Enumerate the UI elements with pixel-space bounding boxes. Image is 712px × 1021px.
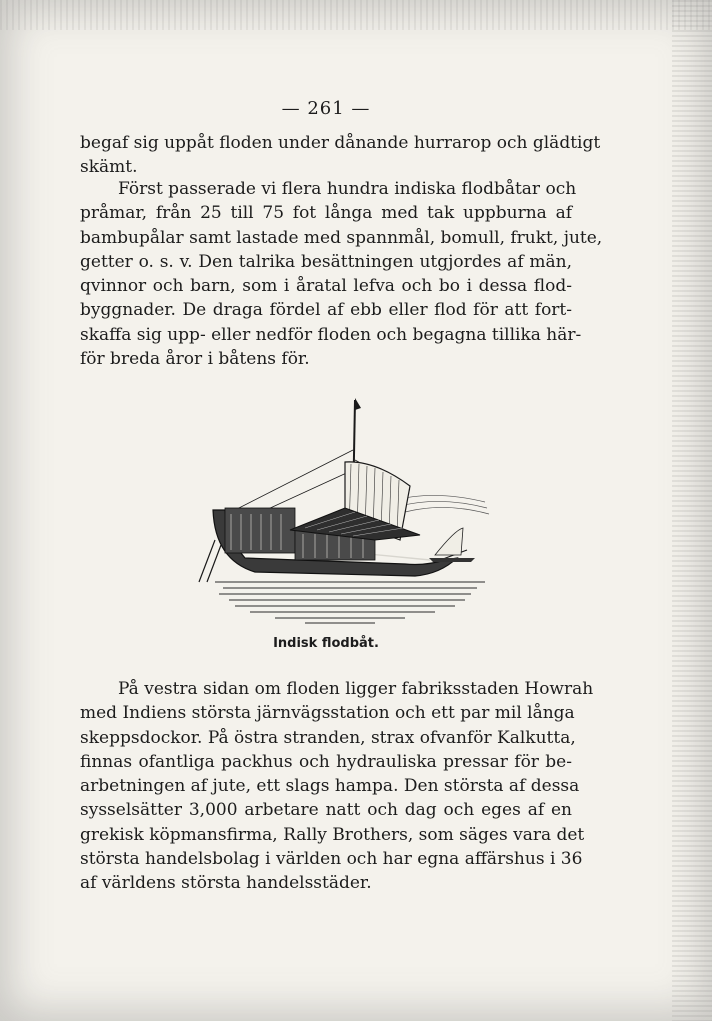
mast-pennant [355, 398, 361, 410]
distant-boat [429, 528, 475, 562]
text-line: finnas ofantliga packhus och hydrauliska pressar för be- [80, 751, 572, 772]
page-number: — 261 — [281, 98, 371, 119]
text-line: arbetningen af jute, ett slags hampa. Den största af dessa [80, 776, 580, 797]
text-line: skaffa sig upp- eller nedför floden och begagna tillika här- [80, 324, 582, 345]
text-line: bambupålar samt lastade med spannmål, bomull, frukt, jute, [80, 227, 603, 248]
text-line: Först passerade vi flera hundra indiska flodbåtar och [118, 179, 577, 199]
text-line: På vestra sidan om floden ligger fabriksstaden Howrah [118, 679, 594, 699]
page-top-border [0, 0, 712, 30]
water-lines [215, 582, 485, 623]
background-hills [395, 495, 489, 514]
figure-caption: Indisk flodbåt. [273, 636, 379, 651]
text-line: skämt. [80, 157, 138, 178]
text-line: getter o. s. v. Den talrika besättningen utgjordes af män, [80, 251, 572, 272]
text-line: byggnader. De draga fördel af ebb eller flod för att fort- [80, 300, 572, 321]
paragraph-2 [80, 177, 603, 371]
text-line: grekisk köpmansfirma, Rally Brothers, som säges vara det [80, 824, 585, 845]
text-line: af världens största handelsstäder. [80, 873, 372, 894]
text-line: största handelsbolag i världen och har egna affärshus i 36 [80, 849, 583, 870]
text-line: skeppsdockor. På östra stranden, strax ofvanför Kalkutta, [80, 727, 576, 748]
paragraph-1 [80, 131, 601, 180]
paragraph-3 [80, 677, 594, 896]
text-line: pråmar, från 25 till 75 fot långa med tak uppburna af [80, 203, 572, 224]
page-right-border [672, 0, 712, 1021]
text-line: begaf sig uppåt floden under dånande hurrarop och glädtigt [80, 133, 601, 153]
boat-engraving [195, 390, 495, 630]
river-boat-illustration [195, 390, 495, 630]
text-line: sysselsätter 3,000 arbetare natt och dag och eges af en [80, 800, 572, 821]
text-line: qvinnor och barn, som i åratal lefva och bo i dessa flod- [80, 276, 572, 297]
text-line: med Indiens största järnvägsstation och ett par mil långa [80, 703, 575, 724]
text-line: för breda åror i båtens för. [80, 349, 310, 370]
